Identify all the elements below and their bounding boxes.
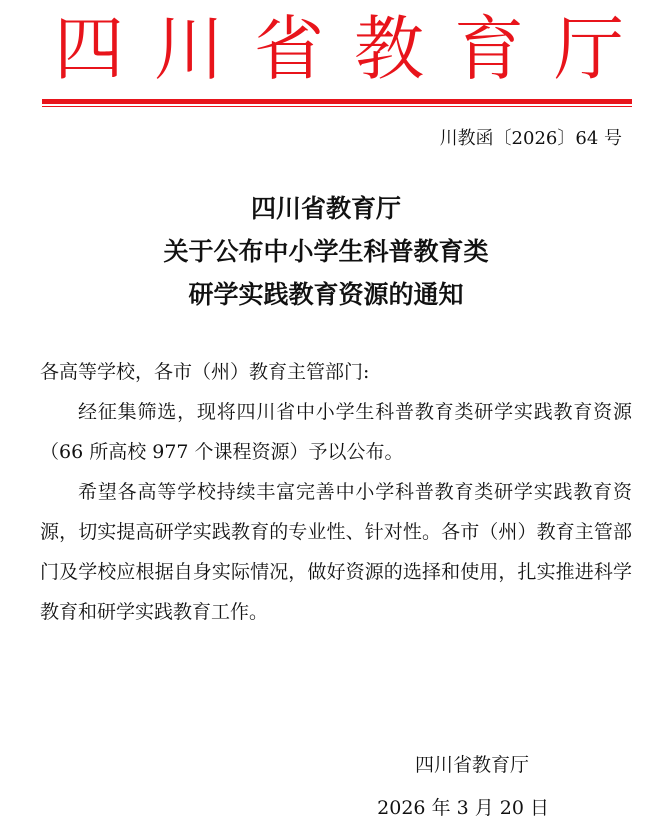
body-paragraph-1: 经征集筛选，现将四川省中小学生科普教育类研学实践教育资源（66 所高校 977 个课程资源）予以公布。 <box>40 401 632 463</box>
issue-date: 2026 年 3 月 20 日 <box>377 797 549 819</box>
issuer-signature: 四川省教育厅 <box>414 754 529 776</box>
body-paragraph-2: 希望各高等学校持续丰富完善中小学科普教育类研学实践教育资源，切实提高研学实践教育的专业性、针对性。各市（州）教育主管部门及学校应根据自身实际情况，做好资源的选择和使用，扎实推进科学教育和研学实践教育工作。 <box>40 481 632 623</box>
letterhead-char: 省 <box>254 8 324 90</box>
document-title-line-3: 研学实践教育资源的通知 <box>188 280 464 309</box>
letterhead-rule-thin <box>42 106 632 107</box>
document-title <box>0 187 652 316</box>
document-title-line-2: 关于公布中小学生科普教育类 <box>163 237 489 266</box>
letterhead-char: 厅 <box>554 8 624 90</box>
letterhead-title <box>42 6 632 92</box>
salutation: 各高等学校，各市（州）教育主管部门: <box>40 361 370 383</box>
document-number: 川教函〔2026〕64 号 <box>439 128 622 149</box>
letterhead-rule-thick <box>42 99 632 104</box>
letterhead-char: 川 <box>154 8 224 90</box>
document-body <box>40 352 632 632</box>
letterhead-char: 教 <box>354 8 424 90</box>
letterhead-char: 育 <box>454 8 524 90</box>
letterhead-char: 四 <box>54 8 124 90</box>
document-title-line-1: 四川省教育厅 <box>250 194 401 223</box>
